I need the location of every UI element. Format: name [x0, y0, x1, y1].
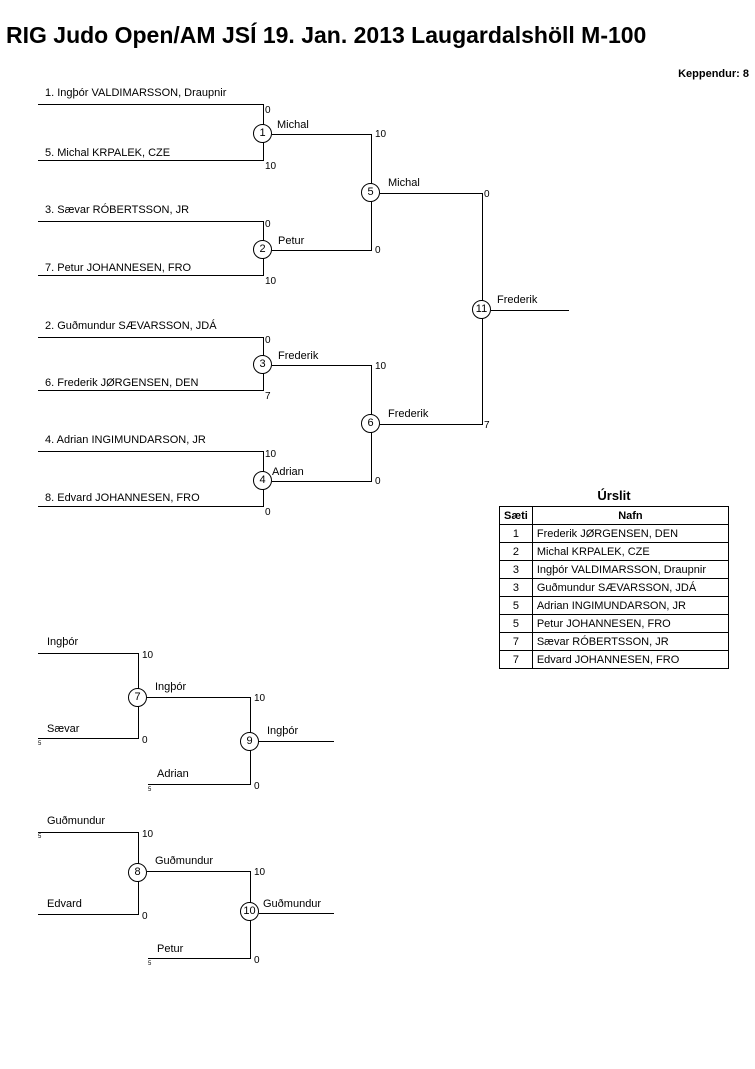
result-place: 3	[500, 561, 533, 579]
results-panel	[499, 488, 729, 669]
seed-line-7	[38, 451, 263, 452]
seed-line-8	[38, 506, 263, 507]
seed-score-3: 0	[265, 219, 271, 230]
table-row	[500, 633, 729, 651]
rep-lower-mark-1: 5	[38, 834, 42, 840]
result-name: Sævar RÓBERTSSON, JR	[532, 633, 728, 651]
match-winner-1: Michal	[277, 119, 309, 131]
rep-lower-winner-8: Guðmundur	[155, 855, 214, 867]
match-node-2: 2	[253, 240, 272, 259]
match-node-5: 5	[361, 183, 380, 202]
seed-score-1: 0	[265, 105, 271, 116]
seed-label-3: 3. Sævar RÓBERTSSON, JR	[45, 204, 190, 216]
rep-upper-score-1: 10	[142, 650, 154, 661]
match-winner-3: Frederik	[278, 350, 319, 362]
rep-lower-line-3	[148, 958, 250, 959]
match-line-2	[272, 250, 371, 251]
result-name: Adrian INGIMUNDARSON, JR	[532, 597, 728, 615]
rep-lower-entry-2: Edvard	[47, 898, 82, 910]
entrants-count: Keppendur: 8	[678, 68, 749, 80]
seed-score-5: 0	[265, 335, 271, 346]
seed-label-4: 7. Petur JOHANNESEN, FRO	[45, 262, 192, 274]
page-title: RIG Judo Open/AM JSÍ 19. Jan. 2013 Laugardalshöll M-100	[6, 22, 647, 48]
rep-upper-line-1	[38, 653, 138, 654]
rep-upper-score-3: 0	[254, 781, 260, 792]
table-row	[500, 597, 729, 615]
seed-line-3	[38, 221, 263, 222]
seed-score-2: 10	[265, 161, 277, 172]
rep-upper-line-9	[259, 741, 334, 742]
rep-upper-mark-3: 5	[148, 787, 152, 793]
match-score-6: 7	[484, 420, 490, 431]
table-row	[500, 615, 729, 633]
seed-score-6: 7	[265, 391, 271, 402]
result-place: 3	[500, 579, 533, 597]
rep-upper-entry-3: Adrian	[157, 768, 189, 780]
seed-line-4	[38, 275, 263, 276]
rep-lower-winner-10: Guðmundur	[263, 898, 322, 910]
rep-upper-winner-7: Ingþór	[155, 681, 187, 693]
seed-label-6: 6. Frederik JØRGENSEN, DEN	[45, 377, 199, 389]
result-place: 7	[500, 651, 533, 669]
result-name: Guðmundur SÆVARSSON, JDÁ	[532, 579, 728, 597]
seed-score-4: 10	[265, 276, 277, 287]
seed-line-6	[38, 390, 263, 391]
results-col-place: Sæti	[500, 507, 533, 525]
table-row	[500, 525, 729, 543]
rep-upper-score-7: 10	[254, 693, 266, 704]
result-name: Edvard JOHANNESEN, FRO	[532, 651, 728, 669]
result-place: 2	[500, 543, 533, 561]
seed-label-8: 8. Edvard JOHANNESEN, FRO	[45, 492, 200, 504]
match-winner-2: Petur	[278, 235, 305, 247]
results-col-name: Nafn	[532, 507, 728, 525]
match-line-1	[272, 134, 371, 135]
rep-lower-score-1: 10	[142, 829, 154, 840]
rep-upper-entry-1: Ingþór	[47, 636, 79, 648]
seed-label-7: 4. Adrian INGIMUNDARSON, JR	[45, 434, 206, 446]
match-winner-4: Adrian	[272, 466, 304, 478]
table-row	[500, 543, 729, 561]
match-score-4: 0	[375, 476, 381, 487]
rep-lower-score-3: 0	[254, 955, 260, 966]
result-name: Petur JOHANNESEN, FRO	[532, 615, 728, 633]
match-node-11: 11	[472, 300, 491, 319]
match-score-3: 10	[375, 361, 387, 372]
match-line-4	[272, 481, 371, 482]
results-header-row	[500, 507, 729, 525]
table-row	[500, 579, 729, 597]
match-node-1: 1	[253, 124, 272, 143]
rep-upper-score-2: 0	[142, 735, 148, 746]
result-place: 5	[500, 615, 533, 633]
rep-upper-line-2	[38, 738, 138, 739]
result-name: Frederik JØRGENSEN, DEN	[532, 525, 728, 543]
result-place: 1	[500, 525, 533, 543]
rep-lower-line-1	[38, 832, 138, 833]
seed-line-2	[38, 160, 263, 161]
match-winner-11: Frederik	[497, 294, 538, 306]
table-row	[500, 651, 729, 669]
match-node-6: 6	[361, 414, 380, 433]
match-node-7: 7	[128, 688, 147, 707]
match-score-5: 0	[484, 189, 490, 200]
match-score-2: 0	[375, 245, 381, 256]
match-line-11	[491, 310, 569, 311]
match-score-1: 10	[375, 129, 387, 140]
rep-upper-line-7	[147, 697, 250, 698]
seed-line-1	[38, 104, 263, 105]
rep-lower-line-10	[259, 913, 334, 914]
match-line-5	[380, 193, 482, 194]
rep-lower-score-8: 10	[254, 867, 266, 878]
result-place: 7	[500, 633, 533, 651]
results-title: Úrslit	[597, 488, 631, 503]
match-node-4: 4	[253, 471, 272, 490]
seed-score-8: 0	[265, 507, 271, 518]
rep-lower-mark-3: 5	[148, 961, 152, 967]
rep-upper-winner-9: Ingþór	[267, 725, 299, 737]
rep-upper-line-3	[148, 784, 250, 785]
match-node-10: 10	[240, 902, 259, 921]
match-node-9: 9	[240, 732, 259, 751]
rep-lower-entry-3: Petur	[157, 943, 184, 955]
match-winner-5: Michal	[388, 177, 420, 189]
table-row	[500, 561, 729, 579]
rep-lower-score-2: 0	[142, 911, 148, 922]
match-line-6	[380, 424, 482, 425]
match-node-3: 3	[253, 355, 272, 374]
match-line-3	[272, 365, 371, 366]
match-winner-6: Frederik	[388, 408, 429, 420]
seed-label-5: 2. Guðmundur SÆVARSSON, JDÁ	[45, 320, 217, 332]
seed-line-5	[38, 337, 263, 338]
seed-label-1: 1. Ingþór VALDIMARSSON, Draupnir	[45, 87, 227, 99]
rep-lower-line-8	[147, 871, 250, 872]
rep-lower-entry-1: Guðmundur	[47, 815, 106, 827]
result-place: 5	[500, 597, 533, 615]
seed-score-7: 10	[265, 449, 277, 460]
results-table	[499, 506, 729, 669]
seed-label-2: 5. Michal KRPALEK, CZE	[45, 147, 171, 159]
match-node-8: 8	[128, 863, 147, 882]
rep-lower-line-2	[38, 914, 138, 915]
result-name: Michal KRPALEK, CZE	[532, 543, 728, 561]
rep-upper-entry-2: Sævar	[47, 723, 80, 735]
rep-upper-mark-2: 5	[38, 741, 42, 747]
result-name: Ingþór VALDIMARSSON, Draupnir	[532, 561, 728, 579]
